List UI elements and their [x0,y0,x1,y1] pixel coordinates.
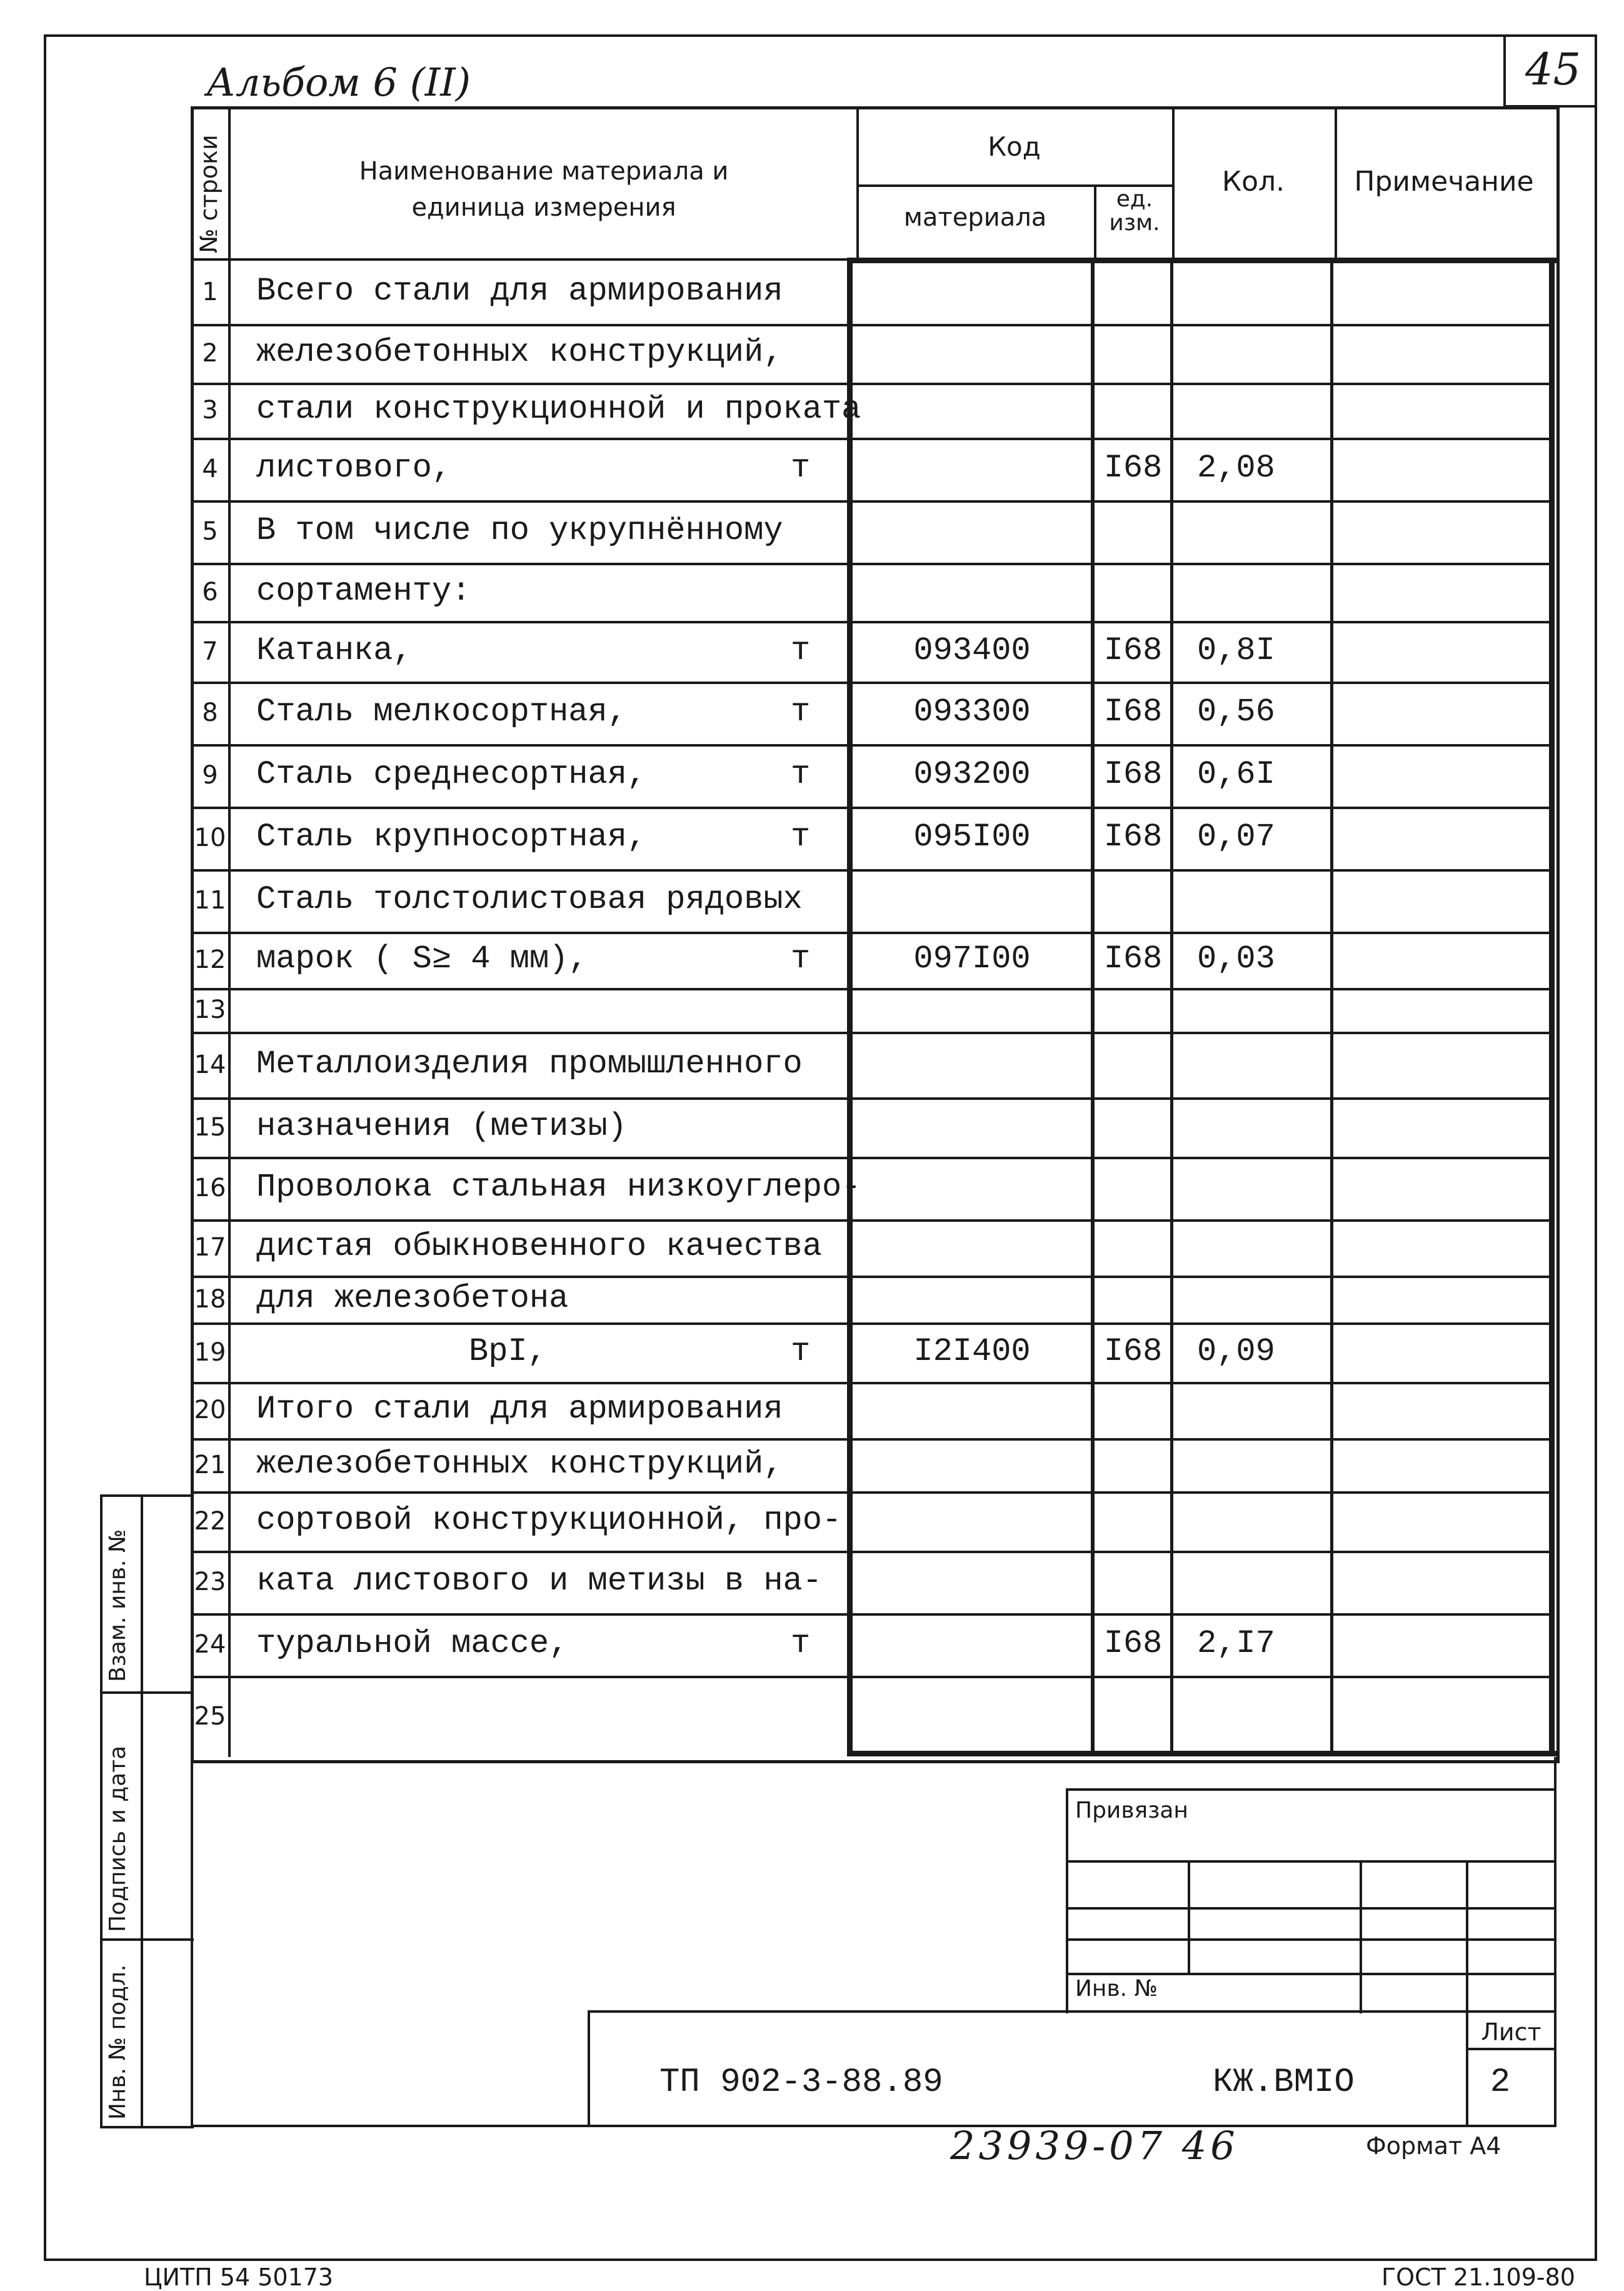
row-name: марок ( S≥ 4 мм), [256,940,588,977]
row-number: 25 [194,1702,226,1731]
row-number: 12 [194,945,226,974]
side-stamp-bottom [100,2126,194,2128]
row-number: 5 [202,517,218,546]
row-qty: 2,I7 [1197,1625,1275,1662]
row-code-unit: I68 [1103,1332,1163,1370]
row-divider [191,1322,1553,1325]
side-stamp-top [100,1494,194,1497]
row-number: 7 [202,637,218,666]
privyazan-col1 [1188,1860,1190,1973]
row-number: 16 [194,1174,226,1202]
top-border [44,34,1597,37]
side-stamp-left [100,1494,103,2126]
title-block-top [588,2010,1556,2013]
privyazan-top [1066,1788,1556,1791]
header-code-unit: ед. изм. [1109,186,1160,236]
header-code: Код [988,131,1041,162]
row-divider [191,1676,1553,1678]
row-name: туральной массе, [256,1625,569,1662]
side-stamp-div1 [100,1691,194,1694]
doc-code: ТП 902-3-88.89 [659,2063,943,2102]
row-divider [191,1613,1553,1616]
row-divider [191,1219,1553,1222]
privyazan-row1 [1066,1860,1556,1863]
format-label: Формат А4 [1366,2132,1501,2160]
row-qty: 0,09 [1197,1332,1275,1370]
row-code-unit: I68 [1103,450,1163,486]
row-name: для железобетона [256,1279,569,1317]
row-divider [191,744,1553,747]
stamp-right-line [1554,1757,1556,2126]
row-divider [191,988,1553,990]
row-divider [191,438,1553,440]
header-col-name [856,106,859,259]
row-code-material: 093300 [913,693,1031,730]
row-number: 24 [194,1630,226,1659]
bottom-border [44,2258,1597,2261]
row-number: 21 [194,1450,226,1479]
row-code-unit: I68 [1103,632,1163,669]
header-qty: Кол. [1221,166,1285,198]
data-thick-top [847,258,1556,263]
row-number: 18 [194,1284,226,1314]
row-qty: 0,03 [1197,940,1275,977]
row-name: Проволока стальная низкоуглеро- [256,1169,861,1206]
privyazan-row2 [1066,1907,1556,1910]
row-name: стали конструкционной и проката [256,391,861,428]
row-number: 20 [194,1396,226,1424]
album-label: Альбом 6 (II) [206,59,471,105]
row-code-unit: I68 [1103,756,1163,793]
row-name: BpI, [469,1332,547,1370]
row-number: 2 [202,339,218,368]
row-unit: т [791,632,811,669]
row-number: 17 [194,1233,226,1262]
row-number: 8 [202,698,218,727]
title-block-left [588,2010,590,2126]
header-col-eu [1094,184,1096,259]
row-name: листового, [256,450,452,486]
row-qty: 0,07 [1197,818,1275,855]
row-number: 22 [194,1506,226,1536]
row-name: железобетонных конструкций, [256,1445,783,1483]
row-divider [191,500,1553,503]
side-podpis-data: Подпись и дата [105,1745,131,1932]
row-name: Итого стали для армирования [256,1391,783,1427]
privyazan-col2 [1360,1860,1362,2013]
stamp-bottom-line [191,2125,1556,2127]
row-divider [191,1157,1553,1159]
row-unit: т [791,693,811,730]
row-divider [191,807,1553,809]
row-code-unit: I68 [1103,693,1163,730]
row-code-material: 097I00 [913,940,1031,977]
data-thick-right [1549,258,1555,1755]
row-unit: т [791,940,811,977]
row-divider [191,1382,1553,1384]
header-note: Примечание [1354,166,1534,198]
row-number: 19 [194,1337,226,1367]
row-qty: 0,8I [1197,632,1275,669]
data-thick-bottom [847,1751,1556,1756]
row-code-unit: I68 [1103,818,1163,855]
side-inv-podl: Инв. № подл. [105,1964,131,2120]
row-name: сортовой конструкционной, про- [256,1501,842,1539]
row-divider [191,563,1553,565]
row-name: В том числе по укрупнённому [256,512,783,549]
side-stamp-div2 [100,1938,194,1941]
row-number: 10 [194,823,226,852]
row-number: 1 [202,277,218,306]
row-name: Сталь мелкосортная, [256,693,627,730]
row-number: 13 [194,995,226,1024]
privyazan-label: Привязан [1075,1798,1188,1823]
row-code-unit: I68 [1103,940,1163,977]
row-number: 15 [194,1112,226,1142]
row-number: 4 [202,455,218,483]
doc-mark: КЖ.ВМIО [1213,2063,1355,2102]
header-row-no: № строки [195,134,223,253]
row-divider [191,1032,1553,1034]
privyazan-row3 [1066,1938,1556,1941]
row-code-material: 093400 [913,632,1031,669]
row-divider [191,682,1553,684]
row-divider [191,869,1553,872]
privyazan-left [1066,1788,1068,2013]
side-vzam-inv: Взам. инв. № [105,1529,131,1682]
row-unit: т [791,756,811,793]
row-name: сортаменту: [256,572,471,610]
footer-right: ГОСТ 21.109-80 [1381,2263,1575,2291]
row-code-material: 093200 [913,756,1031,793]
list-label: Лист [1481,2018,1541,2046]
row-name: Сталь крупносортная, [256,818,647,855]
row-number: 9 [202,761,218,790]
row-number: 11 [194,886,226,915]
row-code-unit: I68 [1103,1625,1163,1662]
row-name: железобетонных конструкций, [256,334,783,371]
page-number: 45 [1525,44,1581,95]
row-divider [191,1438,1553,1441]
row-divider [191,383,1553,385]
row-name: Сталь толстолистовая рядовых [256,881,803,918]
row-number: 14 [194,1050,226,1079]
row-unit: т [791,450,811,486]
list-box-mid [1466,2048,1556,2050]
row-name: назначения (метизы) [256,1107,627,1145]
row-code-material: 095I00 [913,818,1031,855]
row-number: 3 [202,396,218,425]
table-left-ext [191,1757,193,2126]
row-qty: 2,08 [1197,450,1275,486]
row-name: ката листового и метизы в на- [256,1563,822,1599]
row-divider [191,1491,1553,1494]
side-stamp-mid [141,1494,143,2126]
row-qty: 0,56 [1197,693,1275,730]
inv-no-label: Инв. № [1075,1976,1158,2001]
row-divider [191,932,1553,934]
row-number: 6 [202,577,218,607]
row-code-material: I2I400 [913,1332,1031,1370]
header-code-material: материала [903,203,1047,232]
privyazan-col3 [1466,1860,1468,2013]
row-unit: т [791,1625,811,1662]
right-border [1595,34,1597,2260]
left-border [44,34,46,2260]
row-name: Всего стали для армирования [256,272,783,310]
handwritten-number: 23939-07 46 [950,2123,1239,2168]
row-divider [191,324,1553,326]
row-name: Металлоизделия промышленного [256,1045,803,1082]
row-number: 23 [194,1568,226,1596]
row-divider [191,1551,1553,1553]
list-value: 2 [1490,2063,1511,2102]
row-divider [191,621,1553,623]
row-unit: т [791,818,811,855]
row-name: дистая обыкновенного качества [256,1228,822,1265]
row-divider [191,1276,1553,1278]
data-thick-left [847,258,853,1755]
row-unit: т [791,1332,811,1370]
privyazan-row4 [1066,1973,1556,1975]
row-name: Сталь среднесортная, [256,756,647,793]
header-name: Наименование материала и единица измерения [359,157,729,222]
row-divider [191,1097,1553,1100]
footer-left: ЦИТП 54 50173 [144,2263,334,2291]
row-qty: 0,6I [1197,756,1275,793]
page-number-box-left [1503,34,1506,106]
row-name: Катанка, [256,632,413,669]
